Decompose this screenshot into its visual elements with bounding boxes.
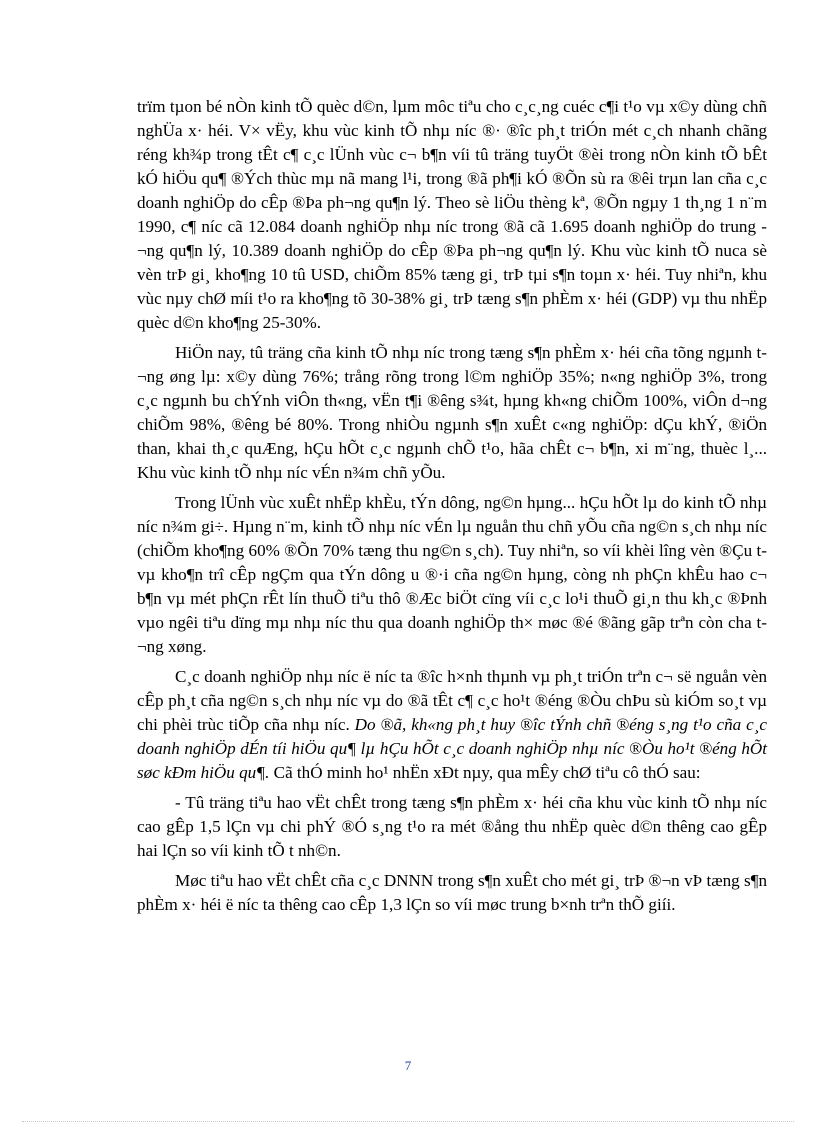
paragraph-5-bullet: - Tû träng tiªu hao vËt chÊt trong tæng s¶n phÈm x· héi cña khu vùc kinh tÕ nhµ níc cao gÊp 1,5 lÇn vµ chi phÝ ®Ó s¸ng t¹o ra mét ®ång thu nhËp quèc d©n thêng cao gÊp hai lÇn so víi kinh tÕ t nh©n. <box>137 793 767 860</box>
paragraph-1: trïm tµon bé nÒn kinh tÕ quèc d©n, lµm môc tiªu cho c¸c¸ng cuéc c¶i t¹o vµ x©y dùng chñ nghÜa x· héi. V× vËy, khu vùc kinh tÕ nhµ níc ®· ®îc ph¸t triÓn mét c¸ch nhanh chãng réng kh¾p trong tÊt c¶ c¸c lÜnh vùc c¬ b¶n víi tû träng tuyÖt ®èi trong nÒn kinh tÕ bÊt kÓ hiÖu qu¶ ®Ých thùc mµ nã mang l¹i, trong ®ã ph¶i kÓ ®Õn sù ra ®êi trµn lan cña c¸c doanh nghiÖp do cÊp ®Þa ph¬ng qu¶n lý. Theo sè liÖu thèng kª, ®Õn ngµy 1 th¸ng 1 n¨m 1990, c¶ níc cã 12.084 doanh nghiÖp nhµ níc trong ®ã cã 1.695 doanh nghiÖp do trung ¬ng qu¶n lý, 10.389 doanh nghiÖp do cÊp ®Þa ph¬ng qu¶n lý. Khu vùc kinh tÕ nuca sè vèn trÞ gi¸ kho¶ng 10 tû USD, chiÕm 85% tæng gi¸ trÞ tµi s¶n toµn x· héi. Tuy nhiªn, khu vùc nµy chØ míi t¹o ra kho¶ng tõ 30-38% gi¸ trÞ tæng s¶n phÈm x· héi (GDP) vµ thu nhËp quèc d©n kho¶ng 25-30%. <box>137 97 767 332</box>
paragraph-4 <box>137 665 767 785</box>
page-number: 7 <box>404 1058 412 1073</box>
paragraph-6: Møc tiªu hao vËt chÊt cña c¸c DNNN trong s¶n xuÊt cho mét gi¸ trÞ ®¬n vÞ tæng s¶n phÈm x· héi ë níc ta thêng cao cÊp 1,3 lÇn so víi møc trung b×nh trªn thÕ giíi. <box>137 871 767 914</box>
paragraph-3: Trong lÜnh vùc xuÊt nhËp khÈu, tÝn dông, ng©n hµng... hÇu hÕt lµ do kinh tÕ nhµ níc n¾m gi÷. Hµng n¨m, kinh tÕ nhµ níc vÉn lµ nguån thu chñ yÕu cña ng©n s¸ch nhµ níc (chiÕm kho¶ng 60% ®Õn 70% tæng thu ng©n s¸ch). Tuy nhiªn, so víi khèi lîng vèn ®Çu t vµ kho¶n trî cÊp ngÇm qua tÝn dông u ®·i cña ng©n hµng, còng nh phÇn khÊu hao c¬ b¶n vµ mét phÇn rÊt lín thuÕ tiªu thô ®Æc biÖt cïng víi c¸c lo¹i thuÕ gi¸n thu kh¸c ®Þnh vµo ngêi tiªu dïng mµ nhµ níc thu qua doanh nghiÖp th× møc ®é ®ãng gãp trªn còn cha t¬ng xøng. <box>137 493 767 656</box>
paragraph-4-text: C¸c doanh nghiÖp nhµ níc ë níc ta ®îc h×nh thµnh vµ ph¸t triÓn trªn c¬ së nguån vèn cÊp ph¸t cña ng©n s¸ch nhµ níc vµ do ®ã tÊt c¶ c¸c ho¹t ®éng ®Òu chÞu sù kiÓm so¸t vµ chi phèi trùc tiÕp cña nhµ níc. <box>137 667 767 734</box>
paragraph-2: HiÖn nay, tû träng cña kinh tÕ nhµ níc trong tæng s¶n phÈm x· héi cña tõng ngµnh t¬ng øng lµ: x©y dùng 76%; trång rõng trong l©m nghiÖp 35%; n«ng nghiÖp 3%, trong c¸c ngµnh bu chÝnh viÔn th«ng, vËn t¶i ®êng s¾t, hµng kh«ng chiÕm 100%, viÔn d¬ng chiÕm 98%, ®êng bé 80%. Trong nhiÒu ngµnh s¶n xuÊt c«ng nghiÖp: dÇu khÝ, ®iÖn than, khai th¸c quÆng, hÇu hÕt c¸c ngµnh chÕ t¹o, hãa chÊt c¬ b¶n, xi m¨ng, thuèc l¸... Khu vùc kinh tÕ nhµ níc vÉn n¾m chñ yÕu. <box>137 343 767 482</box>
paragraph-4-tail: Cã thÓ minh ho¹ nhËn xÐt nµy, qua mÊy chØ tiªu cô thÓ sau: <box>269 763 701 782</box>
paragraph-4-italic: Do ®ã, kh«ng ph¸t huy ®îc tÝnh chñ ®éng s¸ng t¹o cña c¸c doanh nghiÖp dÉn tíi hiÖu qu¶ lµ hÇu hÕt c¸c doanh nghiÖp nhµ níc ®Òu ho¹t ®éng hÕt søc kÐm hiÖu qu¶. <box>137 715 767 782</box>
page-bottom-rule <box>22 1121 794 1122</box>
body-text <box>137 95 767 923</box>
